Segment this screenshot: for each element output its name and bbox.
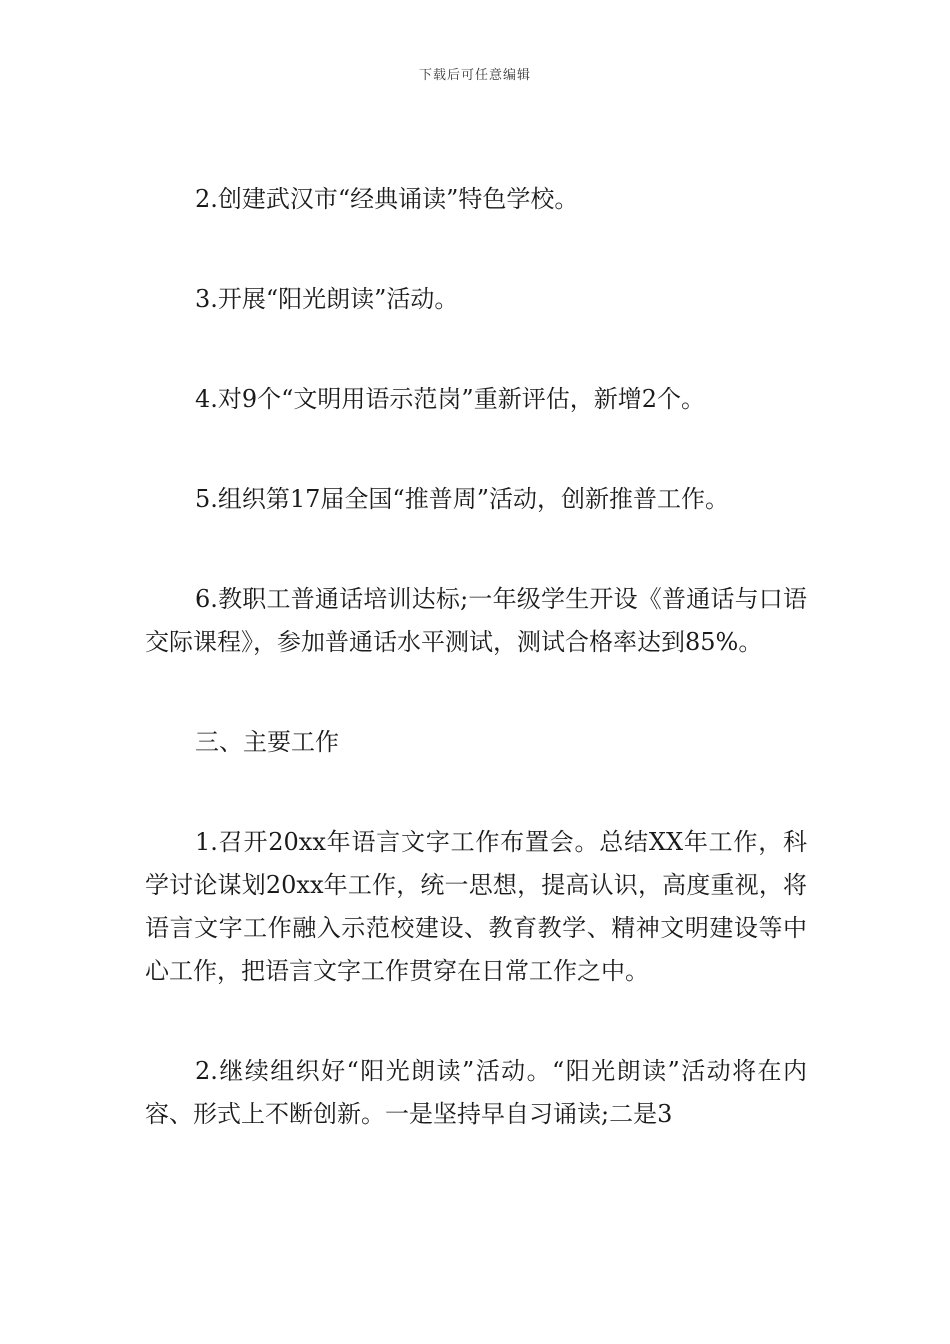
paragraph-item-4: 4.对9个“文明用语示范岗”重新评估，新增2个。 xyxy=(195,385,705,413)
paragraph-work-1: 1.召开20xx年语言文字工作布置会。总结XX年工作，科学讨论谋划20xx年工作，统一思想，提高认识，高度重视，将语言文字工作融入示范校建设、教育教学、精神文明建设等中心工作，把语言文字工作贯穿在日常工作之中。 xyxy=(145,828,807,985)
section-heading-main-work: 三、主要工作 xyxy=(195,728,339,756)
paragraph-item-5: 5.组织第17届全国“推普周”活动，创新推普工作。 xyxy=(195,485,729,513)
paragraph-item-3: 3.开展“阳光朗读”活动。 xyxy=(195,285,459,313)
document-body xyxy=(145,178,807,1193)
paragraph-work-2: 2.继续组织好“阳光朗读”活动。“阳光朗读”活动将在内容、形式上不断创新。一是坚持早自习诵读;二是3 xyxy=(145,1057,807,1128)
paragraph-item-2: 2.创建武汉市“经典诵读”特色学校。 xyxy=(195,185,579,213)
page-header: 下载后可任意编辑 xyxy=(418,68,531,83)
paragraph-item-6: 6.教职工普通话培训达标;一年级学生开设《普通话与口语交际课程》，参加普通话水平测试，测试合格率达到85%。 xyxy=(145,585,807,656)
